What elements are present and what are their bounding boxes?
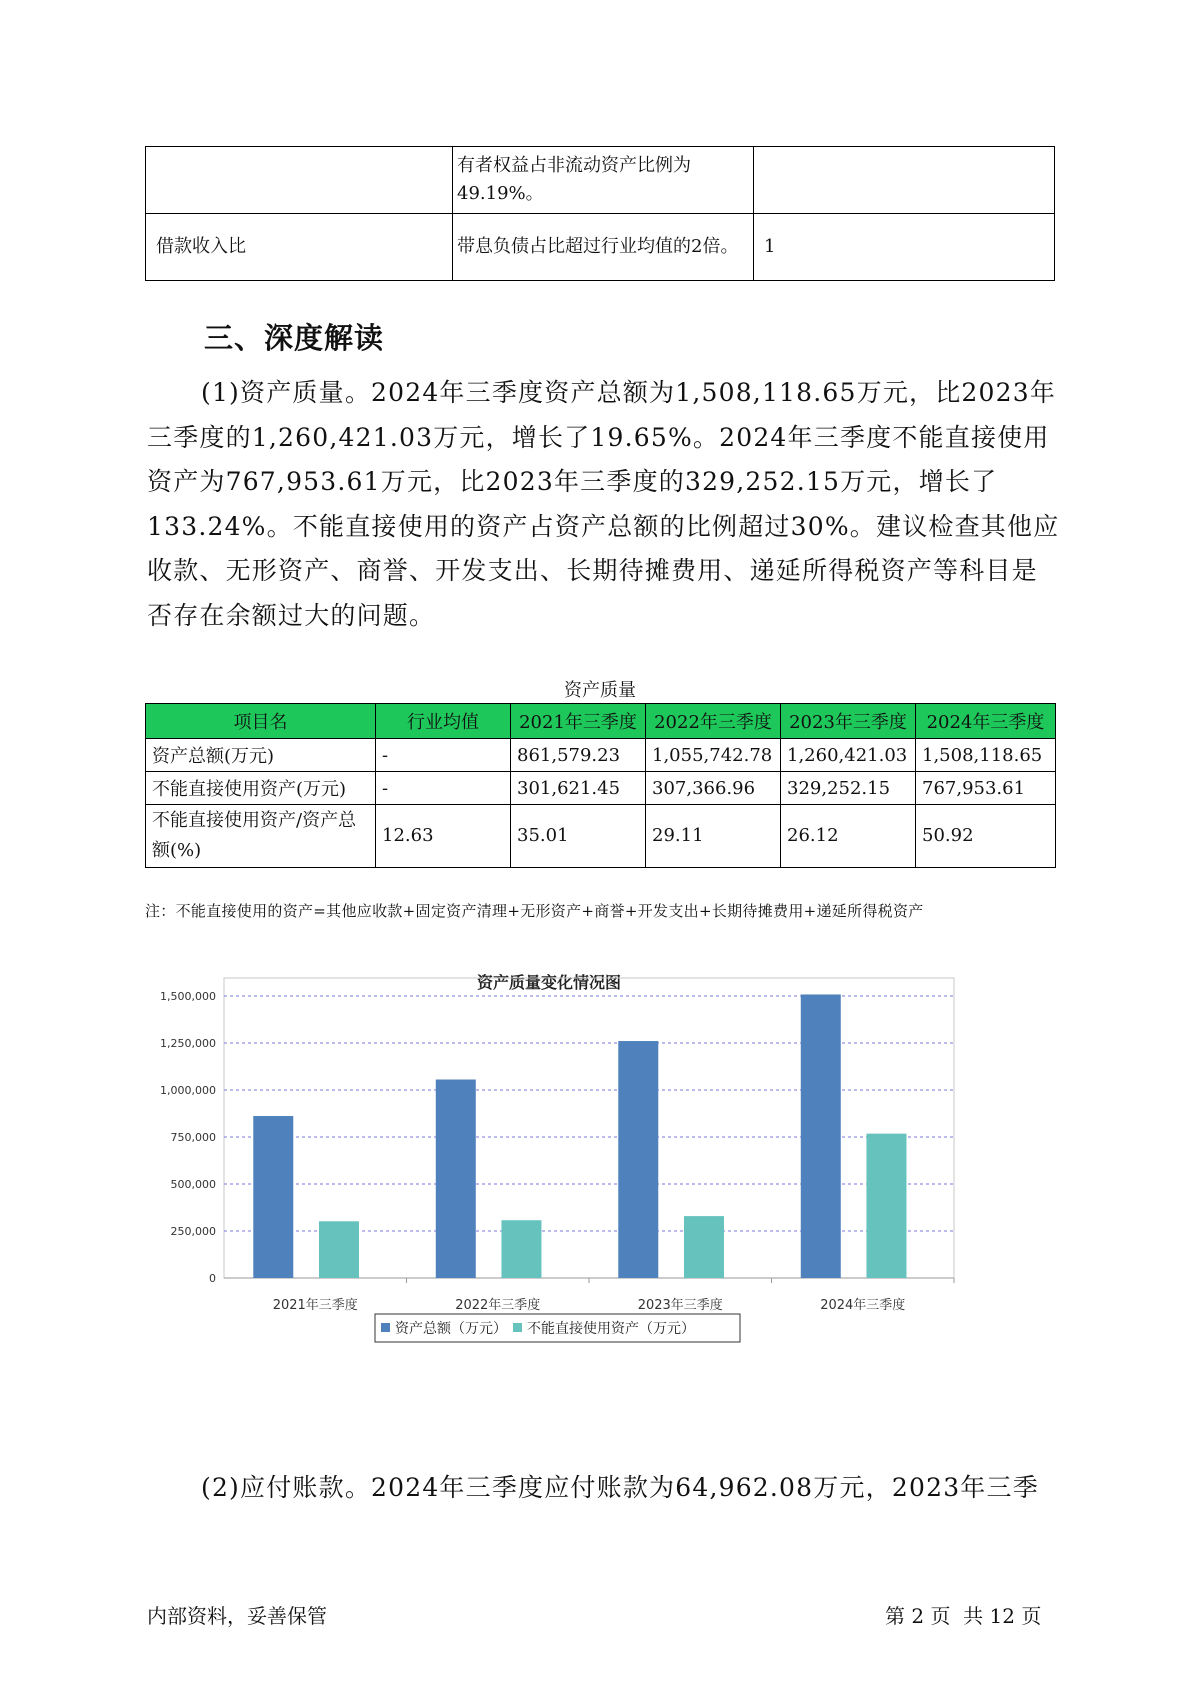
- table-cell: 50.92: [916, 805, 1056, 868]
- column-header: 2023年三季度: [781, 704, 916, 739]
- table-cell: 329,252.15: [781, 772, 916, 805]
- table-cell: 35.01: [511, 805, 646, 868]
- footer-page-number: 第 2 页 共 12 页: [885, 1604, 1042, 1628]
- indicator-table-continued: [145, 146, 1055, 281]
- bar: [501, 1220, 541, 1278]
- legend-label: 不能直接使用资产（万元）: [527, 1321, 695, 1337]
- y-tick-label: 1,000,000: [160, 1084, 216, 1097]
- table-cell: 1,260,421.03: [781, 739, 916, 772]
- x-tick-label: 2021年三季度: [272, 1298, 358, 1313]
- table-cell: 1,055,742.78: [646, 739, 781, 772]
- chart-title: 资产质量变化情况图: [476, 973, 622, 992]
- bar: [801, 994, 841, 1278]
- bar: [436, 1080, 476, 1278]
- y-tick-label: 1,250,000: [160, 1037, 216, 1050]
- y-tick-label: 250,000: [170, 1225, 216, 1238]
- column-header: 项目名: [146, 704, 376, 739]
- x-tick-label: 2023年三季度: [637, 1298, 723, 1313]
- table-note: 注：不能直接使用的资产=其他应收款+固定资产清理+无形资产+商誉+开发支出+长期待摊费用+递延所得税资产: [145, 902, 924, 920]
- table-cell: 1: [754, 214, 1055, 281]
- table-row: [146, 214, 1055, 281]
- table-cell: 借款收入比: [146, 214, 453, 281]
- y-tick-label: 500,000: [170, 1178, 216, 1191]
- table-cell: 861,579.23: [511, 739, 646, 772]
- footer-confidential: 内部资料，妥善保管: [147, 1604, 327, 1628]
- table-cell: 301,621.45: [511, 772, 646, 805]
- y-tick-label: 750,000: [170, 1131, 216, 1144]
- table-row: [146, 147, 1055, 214]
- asset-quality-table: [145, 703, 1056, 868]
- legend-swatch: [513, 1323, 522, 1332]
- table-cell: 1,508,118.65: [916, 739, 1056, 772]
- table-row: [146, 739, 1056, 772]
- table-cell: 带息负债占比超过行业均值的2倍。: [453, 214, 754, 281]
- legend-label: 资产总额（万元）: [395, 1321, 507, 1337]
- x-tick-label: 2024年三季度: [820, 1298, 906, 1313]
- bar: [618, 1041, 658, 1278]
- table-cell: 不能直接使用资产/资产总额(%): [146, 805, 376, 868]
- table-cell: -: [376, 739, 511, 772]
- column-header: 行业均值: [376, 704, 511, 739]
- table-cell: 26.12: [781, 805, 916, 868]
- section-heading: 三、深度解读: [204, 321, 385, 355]
- bar: [319, 1221, 359, 1278]
- table-header-row: [146, 704, 1056, 739]
- table-cell: 29.11: [646, 805, 781, 868]
- bar: [253, 1116, 293, 1278]
- bar: [684, 1216, 724, 1278]
- table-cell: 资产总额(万元): [146, 739, 376, 772]
- chart-svg: [145, 968, 1055, 1428]
- table-row: [146, 772, 1056, 805]
- column-header: 2022年三季度: [646, 704, 781, 739]
- legend-swatch: [381, 1323, 390, 1332]
- table-cell: -: [376, 772, 511, 805]
- table-cell: 767,953.61: [916, 772, 1056, 805]
- y-tick-label: 0: [209, 1272, 216, 1285]
- table-cell: 不能直接使用资产(万元): [146, 772, 376, 805]
- bar: [866, 1134, 906, 1278]
- table-cell: 307,366.96: [646, 772, 781, 805]
- column-header: 2024年三季度: [916, 704, 1056, 739]
- table-cell: [754, 147, 1055, 214]
- x-tick-label: 2022年三季度: [455, 1298, 541, 1313]
- asset-quality-chart: [145, 968, 1055, 1428]
- table-cell: 有者权益占非流动资产比例为49.19%。: [453, 147, 754, 214]
- table-cell: [146, 147, 453, 214]
- table-caption: 资产质量: [564, 680, 636, 701]
- paragraph-accounts-payable: (2)应付账款。2024年三季度应付账款为64,962.08万元，2023年三季: [201, 1473, 1039, 1502]
- table-cell: 12.63: [376, 805, 511, 868]
- column-header: 2021年三季度: [511, 704, 646, 739]
- paragraph-asset-quality: (1)资产质量。2024年三季度资产总额为1,508,118.65万元，比2023年三季度的1,260,421.03万元，增长了19.65%。2024年三季度不能直接使用资产为767,953.61万元，比2023年三季度的329,252.15万元，增长了133.24%。不能直接使用的资产占资产总额的比例超过30%。建议检查其他应收款、无形资产、商誉、开发支出、长期待摊费用、递延所得税资产等科目是否存在余额过大的问题。: [147, 378, 1060, 630]
- y-tick-label: 1,500,000: [160, 990, 216, 1003]
- table-row: [146, 805, 1056, 868]
